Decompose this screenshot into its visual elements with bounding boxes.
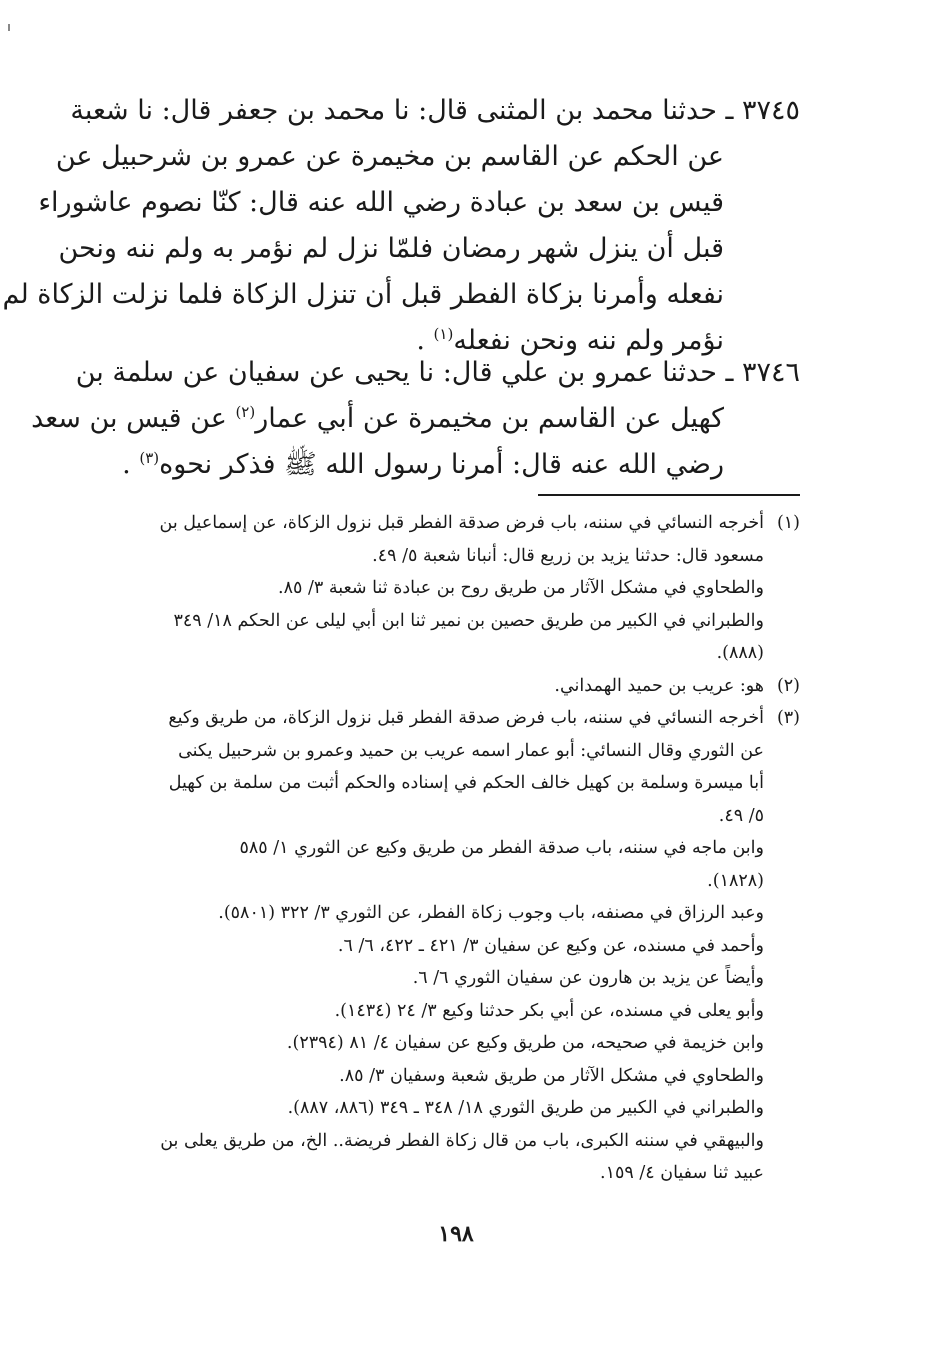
footnote-3 bbox=[100, 702, 800, 1190]
hadith-line: قيس بن سعد بن عبادة رضي الله عنه قال: كنّا نصوم عاشوراء bbox=[38, 187, 724, 218]
footnote-line: هو: عريب بن حميد الهمداني. bbox=[554, 675, 764, 696]
footnote-2 bbox=[100, 670, 800, 703]
footnote-line: وابن خزيمة في صحيحه، من طريق وكيع عن سفيان ٤/ ٨١ (٢٣٩٤). bbox=[286, 1033, 764, 1053]
hadith-line: نفعله وأمرنا بزكاة الفطر قبل أن تنزل الزكاة فلما نزلت الزكاة لم bbox=[2, 279, 724, 310]
hadith-line: كهيل عن القاسم بن مخيمرة عن أبي عمار$^{(٢)}$ عن قيس بن سعد bbox=[31, 403, 724, 434]
footnote-1 bbox=[100, 507, 800, 670]
footnote-line: (٨٨٨). bbox=[716, 643, 764, 663]
footnote-separator bbox=[538, 494, 800, 496]
footnote-line: وعبد الرزاق في مصنفه، باب وجوب زكاة الفطر، عن الثوري ٣/ ٣٢٢ (٥٨٠١). bbox=[218, 903, 764, 923]
footnote-line: عبيد ثنا سفيان ٤/ ١٥٩. bbox=[600, 1163, 764, 1183]
footnote-line: والطحاوي في مشكل الآثار من طريق شعبة وسفيان ٣/ ٨٥. bbox=[339, 1065, 764, 1086]
footnote-line: والطحاوي في مشكل الآثار من طريق روح بن عبادة ثنا شعبة ٣/ ٨٥. bbox=[278, 578, 764, 598]
footnote-ref[interactable]: (٣) bbox=[139, 449, 160, 467]
footnote-line: والطبراني في الكبير من طريق حصين بن نمير ثنا ابن أبي ليلى عن الحكم ١٨/ ٣٤٩ bbox=[173, 610, 764, 631]
hadith-line: قبل أن ينزل شهر رمضان فلمّا نزل لم نؤمر به ولم ننه ونحن bbox=[58, 233, 724, 264]
footnote-number: (١) bbox=[776, 513, 800, 533]
footnote-line: وأبو يعلى في مسنده، عن أبي بكر حدثنا وكيع ٣/ ٢٤ (١٤٣٤). bbox=[334, 1000, 764, 1021]
hadith-line: ٣٧٤٦ ـ حدثنا عمرو بن علي قال: نا يحيى عن سفيان عن سلمة بن bbox=[75, 357, 800, 388]
footnote-line: عن الثوري وقال النسائي: أبو عمار اسمه عريب بن حميد وعمرو بن شرحبيل يكنى bbox=[178, 740, 764, 761]
hadith-line-last: نؤمر ولم ننه ونحن نفعله$^{(١)}$ . bbox=[416, 325, 724, 356]
footnote-ref[interactable]: (٢) bbox=[235, 403, 256, 421]
hadith-entry-3746 bbox=[31, 350, 800, 488]
footnote-line: أبا ميسرة وسلمة بن كهيل خالف الحكم في إسناده والحكم أثبت من سلمة بن كهيل bbox=[168, 773, 764, 793]
scan-mark bbox=[8, 24, 10, 31]
footnote-line: وابن ماجه في سننه، باب صدقة الفطر من طريق وكيع عن الثوري ١/ ٥٨٥ bbox=[239, 838, 764, 858]
footnote-ref[interactable]: (١) bbox=[433, 325, 454, 343]
page-number: ١٩٨ bbox=[438, 1221, 474, 1247]
hadith-entry-3745 bbox=[2, 88, 800, 364]
footnote-number: (٢) bbox=[776, 675, 800, 696]
hadith-line: عن الحكم عن القاسم بن مخيمرة عن عمرو بن شرحبيل عن bbox=[55, 141, 724, 172]
hadith-line: ٣٧٤٥ ـ حدثنا محمد بن المثنى قال: نا محمد بن جعفر قال: نا شعبة bbox=[70, 95, 800, 126]
footnote-line: (١٨٢٨). bbox=[707, 870, 764, 891]
footnote-line: مسعود قال: حدثنا يزيد بن زريع قال: أنبانا شعبة ٥/ ٤٩. bbox=[372, 545, 764, 566]
footnote-line: وأيضاً عن يزيد بن هارون عن سفيان الثوري ٦/ ٦. bbox=[412, 968, 764, 988]
footnote-line: والبيهقي في سننه الكبرى، باب من قال زكاة الفطر فريضة.. الخ، من طريق يعلى بن bbox=[160, 1130, 764, 1151]
footnote-number: (٣) bbox=[776, 708, 800, 728]
hadith-line-last: رضي الله عنه قال: أمرنا رسول الله ﷺ فذكر نحوه$^{(٣)}$ . bbox=[122, 449, 724, 480]
footnotes bbox=[100, 507, 800, 1190]
footnote-line: والطبراني في الكبير من طريق الثوري ١٨/ ٣٤٨ ـ ٣٤٩ (٨٨٦، ٨٨٧). bbox=[287, 1098, 764, 1118]
footnote-line: ٥/ ٤٩. bbox=[718, 805, 764, 826]
footnote-line: أخرجه النسائي في سننه، باب فرض صدقة الفطر قبل نزول الزكاة، من طريق وكيع bbox=[168, 708, 764, 728]
footnote-line: وأحمد في مسنده، عن وكيع عن سفيان ٣/ ٤٢١ ـ ٤٢٢، ٦/ ٦. bbox=[337, 935, 764, 956]
footnote-line: أخرجه النسائي في سننه، باب فرض صدقة الفطر قبل نزول الزكاة، عن إسماعيل بن bbox=[159, 513, 764, 533]
